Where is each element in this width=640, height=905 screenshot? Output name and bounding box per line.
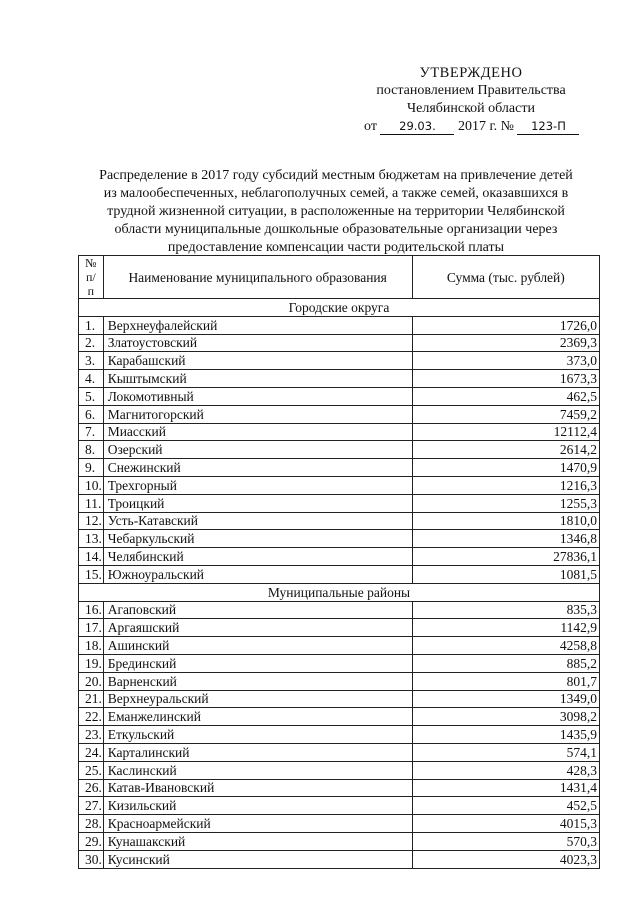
row-number: 20. xyxy=(79,672,104,690)
document-title-line: трудной жизненной ситуации, в расположенные на территории Челябинской xyxy=(107,204,565,219)
document-title-line: из малообеспеченных, неблагополучных семей, а также семей, оказавшихся в xyxy=(103,186,569,201)
subsidy-amount: 1216,3 xyxy=(412,476,599,494)
section-row xyxy=(79,299,600,317)
row-number: 29. xyxy=(79,832,104,850)
row-number: 30. xyxy=(79,850,104,868)
municipality-name: Челябинский xyxy=(103,548,412,566)
table-row xyxy=(79,334,600,352)
approval-block xyxy=(340,64,602,136)
table-row xyxy=(79,601,600,619)
subsidy-amount: 12112,4 xyxy=(412,423,599,441)
municipality-name: Варненский xyxy=(103,672,412,690)
municipality-name: Магнитогорский xyxy=(103,405,412,423)
row-number: 18. xyxy=(79,637,104,655)
subsidy-amount: 570,3 xyxy=(412,832,599,850)
section-row xyxy=(79,583,600,601)
approval-title: УТВЕРЖДЕНО xyxy=(419,65,523,81)
table-row xyxy=(79,441,600,459)
table-row xyxy=(79,370,600,388)
row-number: 17. xyxy=(79,619,104,637)
row-number: 3. xyxy=(79,352,104,370)
municipality-name: Кусинский xyxy=(103,850,412,868)
table-row xyxy=(79,637,600,655)
row-number: 5. xyxy=(79,387,104,405)
row-number: 14. xyxy=(79,548,104,566)
table-row xyxy=(79,815,600,833)
municipality-name: Агаповский xyxy=(103,601,412,619)
row-number: 28. xyxy=(79,815,104,833)
municipality-name: Златоустовский xyxy=(103,334,412,352)
municipality-name: Еткульский xyxy=(103,726,412,744)
municipality-name: Миасский xyxy=(103,423,412,441)
table-row xyxy=(79,850,600,868)
header-name: Наименование муниципального образования xyxy=(103,256,412,299)
municipality-name: Брединский xyxy=(103,654,412,672)
subsidy-amount: 1346,8 xyxy=(412,530,599,548)
subsidy-amount: 4023,3 xyxy=(412,850,599,868)
table-row xyxy=(79,476,600,494)
row-number: 24. xyxy=(79,743,104,761)
municipality-name: Каслинский xyxy=(103,761,412,779)
municipality-name: Катав-Ивановский xyxy=(103,779,412,797)
table-row xyxy=(79,654,600,672)
row-number: 27. xyxy=(79,797,104,815)
row-number: 26. xyxy=(79,779,104,797)
subsidy-amount: 4258,8 xyxy=(412,637,599,655)
decree-year-label: 2017 г. № xyxy=(457,119,514,134)
subsidy-amount: 1810,0 xyxy=(412,512,599,530)
row-number: 22. xyxy=(79,708,104,726)
approval-line-2: Челябинской области xyxy=(407,101,535,116)
subsidy-amount: 452,5 xyxy=(412,797,599,815)
table-row xyxy=(79,779,600,797)
subsidy-amount: 2369,3 xyxy=(412,334,599,352)
table-row xyxy=(79,797,600,815)
table-row xyxy=(79,761,600,779)
subsidy-amount: 4015,3 xyxy=(412,815,599,833)
subsidy-amount: 1435,9 xyxy=(412,726,599,744)
table-body xyxy=(79,299,600,869)
row-number: 2. xyxy=(79,334,104,352)
section-title: Муниципальные районы xyxy=(79,583,600,601)
document-title-line: Распределение в 2017 году субсидий местным бюджетам на привлечение детей xyxy=(99,168,573,183)
from-label: от xyxy=(364,119,377,134)
subsidy-amount: 1431,4 xyxy=(412,779,599,797)
table-row xyxy=(79,387,600,405)
municipality-name: Южноуральский xyxy=(103,565,412,583)
subsidy-amount: 801,7 xyxy=(412,672,599,690)
row-number: 7. xyxy=(79,423,104,441)
subsidy-amount: 3098,2 xyxy=(412,708,599,726)
decree-number: 123-П xyxy=(517,119,579,135)
table-row xyxy=(79,316,600,334)
subsidy-amount: 1726,0 xyxy=(412,316,599,334)
subsidy-amount: 1142,9 xyxy=(412,619,599,637)
subsidy-amount: 1673,3 xyxy=(412,370,599,388)
subsidy-amount: 835,3 xyxy=(412,601,599,619)
row-number: 12. xyxy=(79,512,104,530)
subsidy-amount: 1470,9 xyxy=(412,459,599,477)
row-number: 1. xyxy=(79,316,104,334)
document-title xyxy=(76,167,596,257)
municipality-name: Снежинский xyxy=(103,459,412,477)
municipality-name: Чебаркульский xyxy=(103,530,412,548)
table-header-row xyxy=(79,256,600,299)
municipality-name: Троицкий xyxy=(103,494,412,512)
row-number: 16. xyxy=(79,601,104,619)
subsidy-amount: 462,5 xyxy=(412,387,599,405)
table-row xyxy=(79,832,600,850)
municipality-name: Верхнеуральский xyxy=(103,690,412,708)
row-number: 21. xyxy=(79,690,104,708)
municipality-name: Карабашский xyxy=(103,352,412,370)
subsidy-amount: 885,2 xyxy=(412,654,599,672)
subsidy-amount: 428,3 xyxy=(412,761,599,779)
subsidy-amount: 373,0 xyxy=(412,352,599,370)
subsidy-amount: 1349,0 xyxy=(412,690,599,708)
municipality-name: Усть-Катавский xyxy=(103,512,412,530)
row-number: 23. xyxy=(79,726,104,744)
subsidy-amount: 1081,5 xyxy=(412,565,599,583)
row-number: 11. xyxy=(79,494,104,512)
subsidy-amount: 1255,3 xyxy=(412,494,599,512)
row-number: 4. xyxy=(79,370,104,388)
municipality-name: Кунашакский xyxy=(103,832,412,850)
header-sum: Сумма (тыс. рублей) xyxy=(412,256,599,299)
row-number: 13. xyxy=(79,530,104,548)
subsidy-table xyxy=(78,255,600,869)
document-title-line: области муниципальные дошкольные образовательные организации через xyxy=(114,222,558,237)
approval-line-1: постановлением Правительства xyxy=(376,83,566,98)
row-number: 19. xyxy=(79,654,104,672)
municipality-name: Кизильский xyxy=(103,797,412,815)
table-row xyxy=(79,512,600,530)
row-number: 9. xyxy=(79,459,104,477)
table-row xyxy=(79,530,600,548)
table-row xyxy=(79,708,600,726)
header-number: № п/п xyxy=(79,256,104,299)
table-row xyxy=(79,352,600,370)
table-row xyxy=(79,494,600,512)
section-title: Городские округа xyxy=(79,299,600,317)
table-row xyxy=(79,565,600,583)
municipality-name: Локомотивный xyxy=(103,387,412,405)
municipality-name: Трехгорный xyxy=(103,476,412,494)
table-row xyxy=(79,405,600,423)
row-number: 8. xyxy=(79,441,104,459)
subsidy-amount: 27836,1 xyxy=(412,548,599,566)
municipality-name: Озерский xyxy=(103,441,412,459)
municipality-name: Красноармейский xyxy=(103,815,412,833)
table-row xyxy=(79,743,600,761)
row-number: 6. xyxy=(79,405,104,423)
table-row xyxy=(79,459,600,477)
subsidy-amount: 2614,2 xyxy=(412,441,599,459)
table-row xyxy=(79,619,600,637)
decree-date: 29.03. xyxy=(380,119,454,135)
municipality-name: Ашинский xyxy=(103,637,412,655)
table-row xyxy=(79,726,600,744)
municipality-name: Верхнеуфалейский xyxy=(103,316,412,334)
table-row xyxy=(79,690,600,708)
municipality-name: Кыштымский xyxy=(103,370,412,388)
row-number: 25. xyxy=(79,761,104,779)
table-row xyxy=(79,672,600,690)
subsidy-amount: 574,1 xyxy=(412,743,599,761)
row-number: 15. xyxy=(79,565,104,583)
subsidy-amount: 7459,2 xyxy=(412,405,599,423)
municipality-name: Аргаяшский xyxy=(103,619,412,637)
table-row xyxy=(79,423,600,441)
municipality-name: Еманжелинский xyxy=(103,708,412,726)
table-row xyxy=(79,548,600,566)
municipality-name: Карталинский xyxy=(103,743,412,761)
approval-date-line xyxy=(340,118,602,136)
row-number: 10. xyxy=(79,476,104,494)
document-title-line: предоставление компенсации части родительской платы xyxy=(167,240,505,255)
